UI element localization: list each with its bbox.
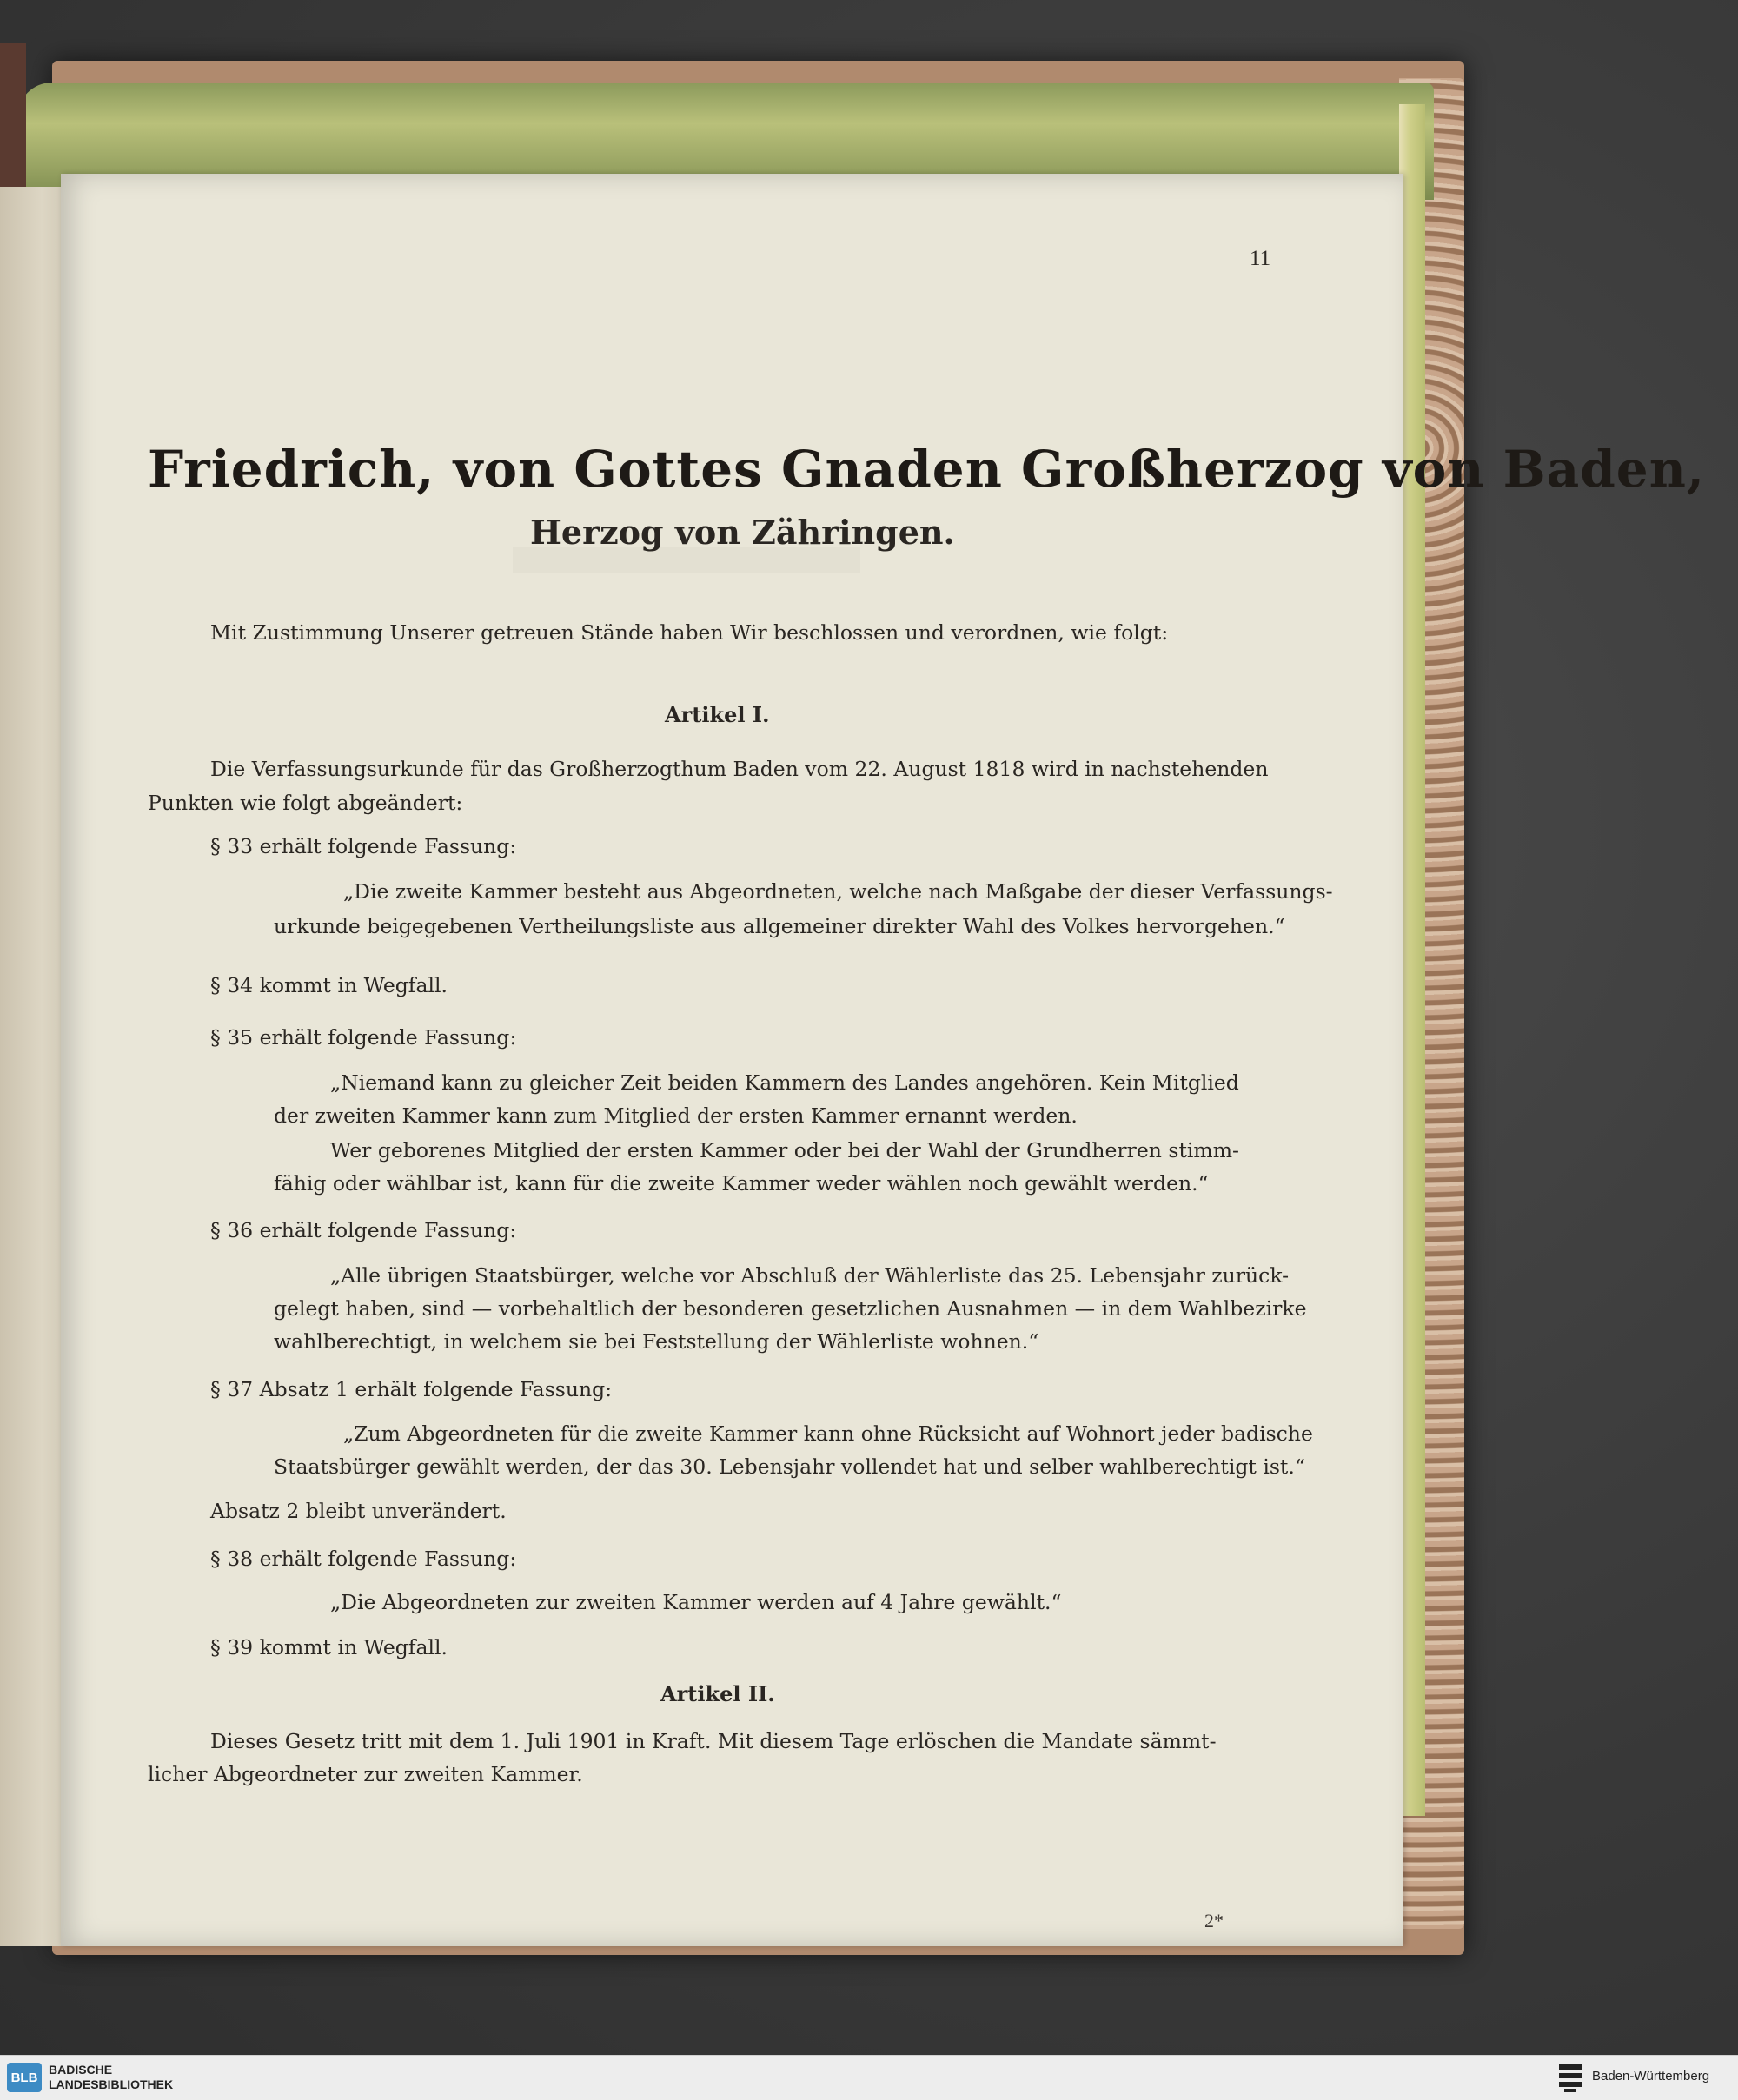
text-line: „Die zweite Kammer besteht aus Abgeordneten, welche nach Maßgabe der dieser Verfassungs- (343, 879, 1333, 904)
text-line: Staatsbürger gewählt werden, der das 30. Lebensjahr vollendet hat und selber wahlberechtigt ist.“ (274, 1454, 1305, 1479)
text-line: Die Verfassungsurkunde für das Großherzogthum Baden vom 22. August 1818 wird in nachstehenden (210, 757, 1269, 781)
state-name[interactable]: Baden-Württemberg (1592, 2069, 1710, 2083)
page-subtitle: Herzog von Zähringen. (530, 513, 955, 552)
text-line: § 35 erhält folgende Fassung: (210, 1025, 517, 1050)
library-name-line-2: LANDESBIBLIOTHEK (49, 2077, 174, 2091)
footer-bar (0, 2055, 1738, 2100)
text-line: Wer geborenes Mitglied der ersten Kammer oder bei der Wahl der Grundherren stimm- (330, 1138, 1239, 1163)
text-line: „Niemand kann zu gleicher Zeit beiden Kammern des Landes angehören. Kein Mitglied (330, 1070, 1239, 1095)
text-line: „Alle übrigen Staatsbürger, welche vor Abschluß der Wählerliste das 25. Lebensjahr zurück- (330, 1263, 1290, 1288)
text-line: fähig oder wählbar ist, kann für die zweite Kammer weder wählen noch gewählt werden.“ (274, 1171, 1209, 1196)
library-name-line-1: BADISCHE (49, 2063, 113, 2077)
text-line: urkunde beigegebenen Vertheilungsliste aus allgemeiner direkter Wahl des Volkes hervorgehen.“ (274, 914, 1285, 938)
text-line: wahlberechtigt, in welchem sie bei Feststellung der Wählerliste wohnen.“ (274, 1329, 1039, 1354)
spine-edge (0, 43, 26, 191)
closing-line: Dieses Gesetz tritt mit dem 1. Juli 1901 in Kraft. Mit diesem Tage erlöschen die Mandate sämmt- (210, 1729, 1217, 1753)
text-line: der zweiten Kammer kann zum Mitglied der ersten Kammer ernannt werden. (274, 1103, 1078, 1128)
text-line: § 37 Absatz 1 erhält folgende Fassung: (210, 1377, 613, 1401)
article-1-heading: Artikel I. (665, 702, 770, 727)
page-number: 11 (1250, 247, 1271, 270)
text-line: § 38 erhält folgende Fassung: (210, 1547, 517, 1571)
closing-line: licher Abgeordneter zur zweiten Kammer. (148, 1762, 583, 1786)
text-line: gelegt haben, sind — vorbehaltlich der besonderen gesetzlichen Ausnahmen — in dem Wahlbezirke (274, 1296, 1307, 1321)
text-line: § 36 erhält folgende Fassung: (210, 1218, 517, 1242)
baden-wuerttemberg-logo-icon[interactable] (1556, 2061, 1585, 2094)
text-line: Punkten wie folgt abgeändert: (148, 791, 463, 815)
left-page-edge (0, 187, 70, 1946)
text-line: § 34 kommt in Wegfall. (210, 973, 448, 997)
text-line: § 33 erhält folgende Fassung: (210, 834, 517, 858)
page-title: Friedrich, von Gottes Gnaden Großherzog von Baden, (148, 440, 1706, 499)
text-line: „Zum Abgeordneten für die zweite Kammer kann ohne Rücksicht auf Wohnort jeder badische (343, 1421, 1313, 1446)
article-2-heading: Artikel II. (660, 1681, 775, 1706)
blb-logo-icon[interactable]: BLB (7, 2063, 42, 2092)
signature-mark: 2* (1204, 1910, 1224, 1931)
text-line: § 39 kommt in Wegfall. (210, 1635, 448, 1659)
document-page (61, 174, 1706, 1946)
preamble: Mit Zustimmung Unserer getreuen Stände haben Wir beschlossen und verordnen, wie folgt: (210, 620, 1169, 645)
text-line: „Die Abgeordneten zur zweiten Kammer werden auf 4 Jahre gewählt.“ (330, 1590, 1062, 1614)
library-name[interactable] (49, 2063, 173, 2092)
text-line: Absatz 2 bleibt unverändert. (210, 1499, 507, 1523)
